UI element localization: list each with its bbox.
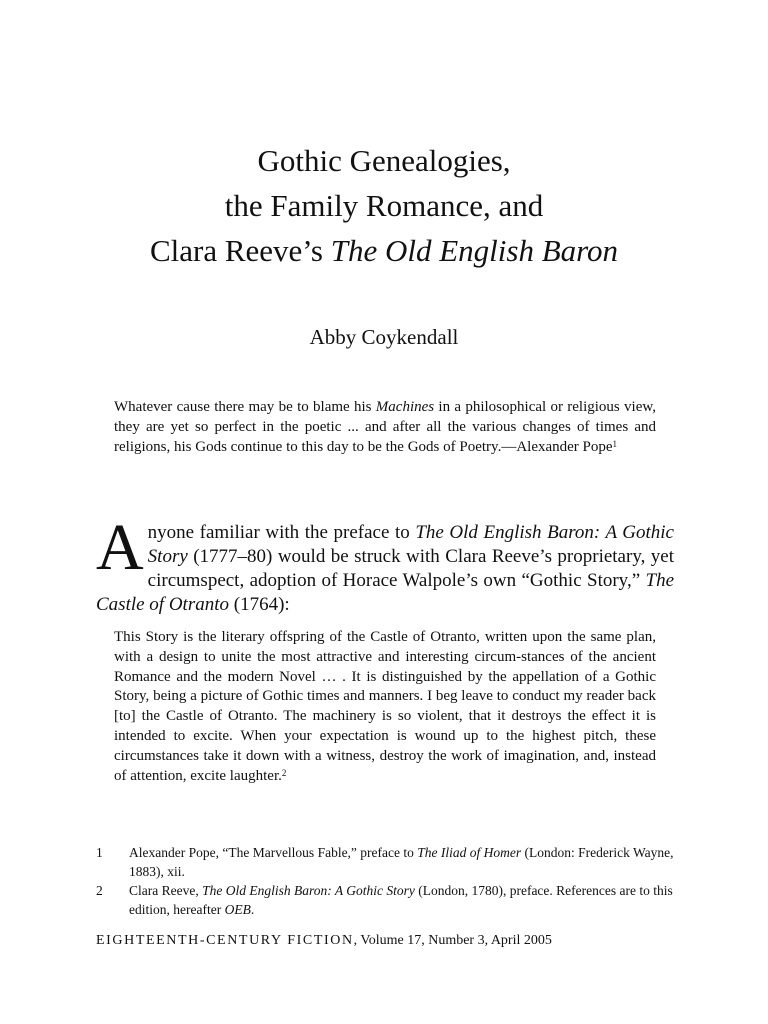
author-name: Abby Coykendall [309, 325, 459, 349]
paragraph-text-1: nyone familiar with the preface to [147, 522, 416, 543]
paragraph-text-3: (1764): [229, 594, 290, 615]
epigraph [114, 397, 656, 457]
footnote-italic: The Old English Baron: A Gothic Story [202, 883, 415, 898]
footnote-text: . [250, 902, 255, 917]
title-book-name: The Old English Baron [330, 233, 619, 268]
title-line-3 [0, 228, 768, 273]
journal-name: EIGHTEENTH-CENTURY FICTION [96, 933, 354, 948]
paragraph-italic-1: The Old English Baron: A Gothic Story [147, 522, 674, 567]
title-line-2: the Family Romance, and [224, 188, 544, 223]
footnote-ref-1[interactable]: 1 [612, 439, 618, 449]
journal-footer [96, 931, 552, 951]
footnote-text: (London: Frederick Wayne, 1883), xii. [129, 845, 674, 879]
footnote-italic: The Iliad of Homer [417, 845, 522, 860]
footnotes [96, 843, 676, 919]
footnote-abbreviation: OEB [224, 902, 251, 917]
title-line-1: Gothic Genealogies, [257, 143, 511, 178]
epigraph-italic: Machines [375, 399, 435, 415]
epigraph-text-2: in a philosophical or religious view, they are yet so perfect in the poetic ... and after all the various changes of times and religions, his Gods continue to this day to be the Gods of Poetry.—Alexander Pope [114, 399, 656, 455]
footnote-number: 2 [96, 883, 103, 898]
block-quote [114, 628, 656, 786]
drop-cap: A [96, 511, 144, 584]
footnote-ref-2[interactable]: 2 [281, 767, 287, 778]
journal-issue: , Volume 17, Number 3, April 2005 [353, 933, 552, 948]
footnote-2 [96, 881, 676, 919]
opening-paragraph [96, 511, 674, 617]
footnote-text: Clara Reeve, [129, 883, 203, 898]
epigraph-text-1: Whatever cause there may be to blame his [114, 399, 376, 415]
paragraph-text-2: (1777–80) would be struck with Clara Reeve’s proprietary, yet circumspect, adoption of Horace Walpole’s own “Gothic Story,” [147, 546, 674, 591]
footnote-text: Alexander Pope, “The Marvellous Fable,” preface to [129, 845, 418, 860]
article-title [0, 138, 768, 273]
paragraph-italic-2: The Castle of Otranto [96, 570, 674, 615]
footnote-text: (London, 1780), preface. References are to this edition, hereafter [129, 883, 673, 917]
block-quote-text: This Story is the literary offspring of the Castle of Otranto, written upon the same plan, with a design to unite the most attractive and interesting circum-stances of the ancient Romance and the modern Novel … . It is distinguished by the appellation of a Gothic Story, being a picture of Gothic times and manners. I beg leave to conduct my reader back [to] the Castle of Otranto. The machinery is so violent, that it destroys the effect it is intended to excite. When your expectation is wound up to the highest pitch, these circumstances take it down with a witness, destroy the work of imagination, and, instead of attention, excite laughter. [114, 629, 656, 784]
footnote-number: 1 [96, 845, 103, 860]
footnote-1 [96, 843, 676, 881]
title-line-3-prefix: Clara Reeve’s [149, 233, 331, 268]
